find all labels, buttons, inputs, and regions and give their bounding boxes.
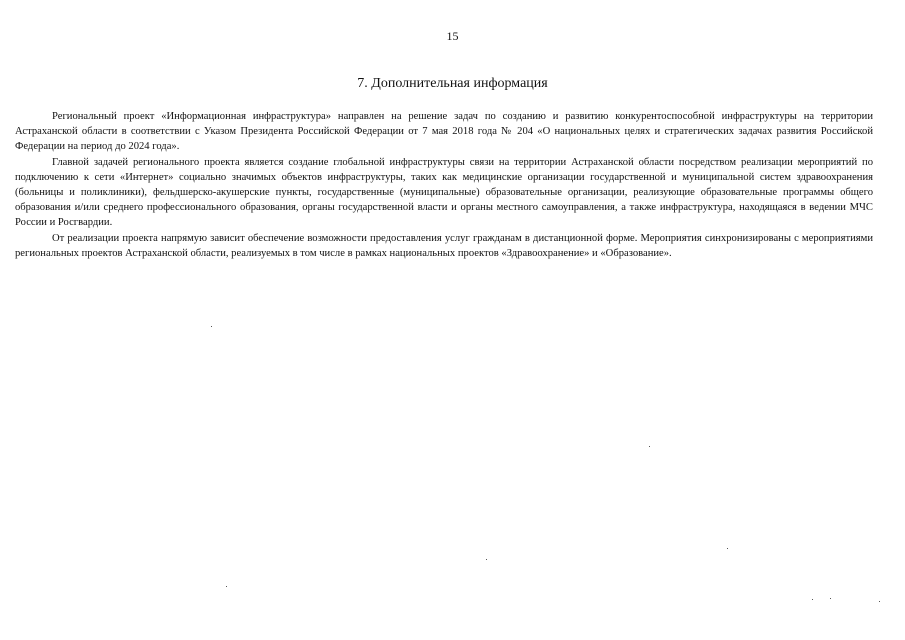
paragraph-project-outcome: От реализации проекта напрямую зависит обеспечение возможности предоставления услуг гражданам в дистанционной форме. Мероприятия синхронизированы с мероприятиями региональных проектов Астраханской области, реализуемых в том числе в рамках национальных проектов «Здравоохранение» и «Образование». xyxy=(15,232,873,259)
scan-speck xyxy=(727,548,728,549)
scan-speck xyxy=(879,601,880,602)
document-body xyxy=(15,109,873,261)
scan-speck xyxy=(649,446,650,447)
section-title: 7. Дополнительная информация xyxy=(357,76,548,91)
scan-speck xyxy=(226,586,227,587)
scan-speck xyxy=(830,598,831,599)
page-number: 15 xyxy=(446,29,459,43)
scan-speck xyxy=(486,559,487,560)
paragraph-project-purpose: Региональный проект «Информационная инфраструктура» направлен на решение задач по созданию и развитию конкурентоспособной инфраструктуры на территории Астраханской области в соответствии с Указом Президента Российской Федерации от 7 мая 2018 года № 204 «О национальных целях и стратегических задачах развития Российской Федерации на период до 2024 года». xyxy=(15,111,873,153)
scan-speck xyxy=(812,599,813,600)
scan-speck xyxy=(211,326,212,327)
paragraph-main-task: Главной задачей регионального проекта является создание глобальной инфраструктуры связи на территории Астраханской области посредством реализации мероприятий по подключению к сети «Интернет» социально значимых объектов инфраструктуры, таких как медицинские организации государственной и муниципальной систем здравоохранения (больницы и поликлиники), фельдшерско-акушерские пункты, государственные (муниципальные) образовательные организации, реализующие образовательные программы общего образования и/или среднего профессионального образования, органы государственной власти и органы местного самоуправления, а также инфраструктура, находящаяся в ведении МЧС России и Росгвардии. xyxy=(15,156,873,229)
